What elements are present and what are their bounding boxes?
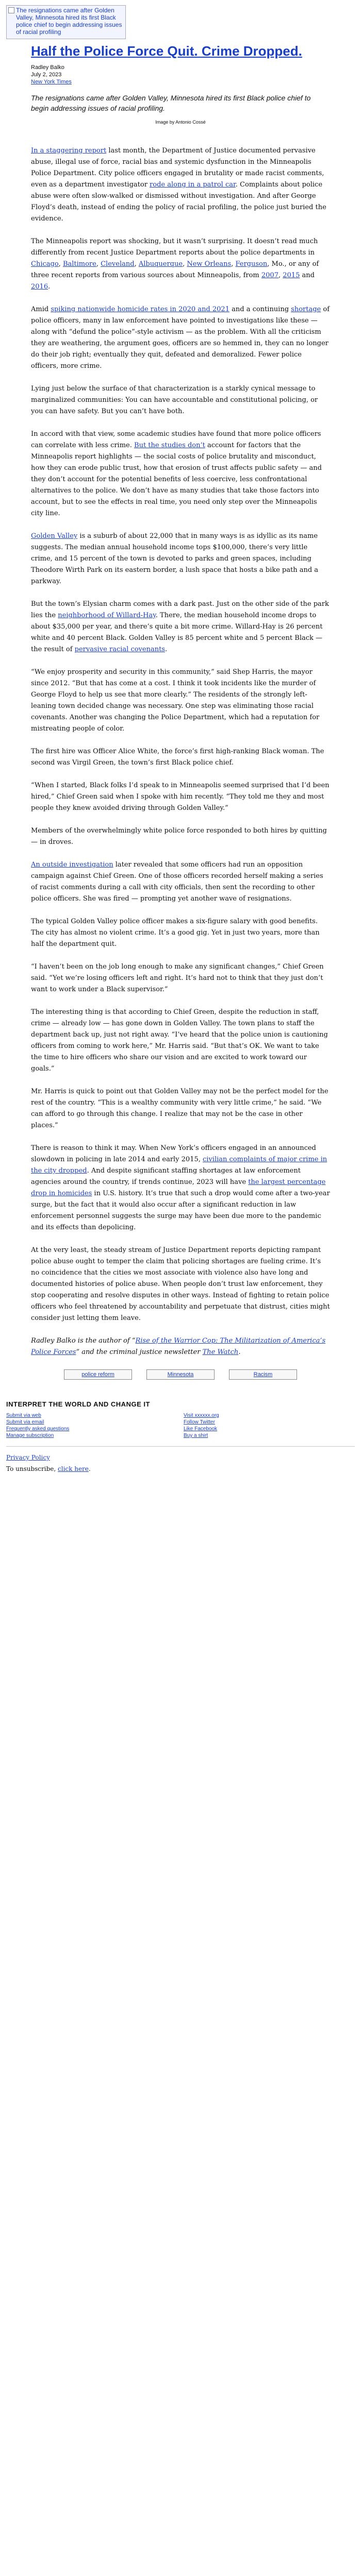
inline-link[interactable]: the largest percentage drop in homicides <box>31 1178 326 1197</box>
inline-link[interactable]: Baltimore <box>62 260 96 268</box>
inline-link[interactable]: 2016 <box>31 283 48 291</box>
inline-link[interactable]: But the studies don’t <box>134 442 205 449</box>
inline-text: “We enjoy prosperity and security in this community,” said Shep Harris, the mayor since 2012. “But that has come at a cost. I think it took incidents like the murder of George Floyd to help us see that more clearly.” The residents of the strongly left-leaning town decided change was necessary. One step was eliminating those racial covenants. Another was changing the Police Department, which had a reputation for mistreating people of color. <box>31 668 320 733</box>
unsubscribe-line <box>6 1463 361 1475</box>
inline-text: Amid <box>31 306 51 313</box>
inline-text: in U.S. history. It’s true that such a drop would come after a two-year surge, but the fact that it would also occur after a significant reduction in law enforcement personnel suggests the surge may have been due more to the pandemic and its effects than depolicing. <box>31 1190 330 1231</box>
inline-text: , <box>58 260 63 268</box>
inline-text: ” and the criminal justice newsletter <box>76 1348 203 1356</box>
inline-text: , <box>134 260 139 268</box>
article-paragraph <box>31 825 330 848</box>
inline-text: Mr. Harris is quick to point out that Golden Valley may not be the perfect model for the rest of the country. “This is a wealthy community with very little crime,” he said. “We can afford to go through this change. I realize that may not be the case in other places.” <box>31 1088 329 1129</box>
article <box>31 43 330 1380</box>
header-image-alt: The resignations came after Golden Valley, Minnesota hired its first Black police chief to begin addressing issues of racial profiling <box>16 7 122 36</box>
unsubscribe-text: To unsubscribe, <box>6 1465 58 1472</box>
inline-link[interactable]: rode along in a patrol car <box>150 181 236 189</box>
footer-link[interactable]: Buy a shirt <box>184 1433 208 1438</box>
divider <box>6 1446 355 1447</box>
inline-text: “When I started, Black folks I’d speak to in Minneapolis seemed surprised that I’d been hired,” Chief Green said when I spoke with him recently. “They told me they and most people they knew avoided driving through Golden Valley.” <box>31 782 330 812</box>
tag-button[interactable]: Minnesota <box>146 1369 215 1380</box>
inline-text: Lying just below the surface of that characterization is a starkly cynical message to marginalized communities: You can have accountable and constitutional policing, or you can have safety. But you can’t have both. <box>31 385 318 415</box>
byline-date: July 2, 2023 <box>31 72 62 78</box>
page-footer <box>6 1452 361 1475</box>
inline-text: , <box>231 260 236 268</box>
inline-text: There is reason to think it may. When New York’s officers engaged in an announced slowdown in policing in late 2014 and early 2015, <box>31 1144 316 1163</box>
inline-text: At the very least, the steady stream of Justice Department reports depicting rampant police abuse ought to temper the claim that policing shortages are fueling crime. It’s no coincidence that the cities we most associate with violence also have long and documented histories of police abuse. When people don’t trust law enforcement, they stop cooperating and resolve disputes in other ways. Instead of fighting to retain police officers who feel threatened by accountability and perpetuate that distrust, cities might consider just letting them leave. <box>31 1246 330 1322</box>
footer-link[interactable]: Submit via web <box>6 1413 41 1418</box>
article-subheadline: The resignations came after Golden Valley, Minnesota hired its first Black police chief to begin addressing issues of racial profiling. <box>31 94 311 112</box>
inline-link[interactable]: spiking nationwide homicide rates in 2020 and 2021 <box>51 306 229 313</box>
article-paragraph <box>31 667 330 735</box>
article-paragraph <box>31 145 330 225</box>
byline-source-link[interactable]: New York Times <box>31 79 72 85</box>
inline-link[interactable]: Ferguson <box>235 260 268 268</box>
privacy-policy-link[interactable]: Privacy Policy <box>6 1454 50 1461</box>
inline-text: and <box>300 272 315 279</box>
footer-link[interactable]: Follow Twitter <box>184 1419 215 1425</box>
article-paragraph <box>31 859 330 905</box>
article-paragraph <box>31 383 330 417</box>
inline-text: later revealed that some officers had run an opposition campaign against Chief Green. One of those officers recorded herself making a series of racist comments during a call with city officials, then sent the recording to other police officers. She was fired — prompting yet another wave of resignations. <box>31 861 323 903</box>
author-bio <box>31 1335 330 1358</box>
inline-text: Radley Balko is the author of “ <box>31 1337 136 1345</box>
article-paragraph <box>31 961 330 995</box>
inline-text: But the town’s Elysian charm comes with a dark past. Just on the other side of the park lies the <box>31 600 329 619</box>
interpret-heading: INTERPRET THE WORLD AND CHANGE IT <box>6 1400 150 1408</box>
footer-link[interactable]: Like Facebook <box>184 1426 218 1432</box>
image-credit: Image by Antonio Cossé <box>155 120 206 125</box>
inline-link[interactable]: Cleveland <box>101 260 135 268</box>
inline-link[interactable]: An outside investigation <box>31 861 113 869</box>
footer-links <box>6 1412 361 1439</box>
footer-link[interactable]: Manage subscription <box>6 1433 54 1438</box>
article-paragraph <box>31 429 330 519</box>
inline-text: The interesting thing is that according to Chief Green, despite the reduction in staff, crime — already low — has gone down in Golden Valley. The town plans to staff the department back up, just not right away. “I’ve heard that the police union is cautioning officers from coming to work here,” Mr. Harris said. “But that’s OK. We want to take the time to hire officers who share our vision and are excited to work toward our goals.” <box>31 1008 328 1073</box>
footer-links-right <box>184 1412 361 1439</box>
inline-link[interactable]: shortage <box>291 306 321 313</box>
inline-link[interactable]: In a staggering report <box>31 147 107 155</box>
inline-link[interactable]: 2007 <box>261 272 278 279</box>
inline-text: The Minneapolis report was shocking, but it wasn’t surprising. It doesn’t read much differently from recent Justice Department reports about the police departments in <box>31 238 318 257</box>
inline-text: . <box>238 1348 241 1356</box>
article-paragraph <box>31 236 330 293</box>
inline-text: last month, the Department of Justice documented pervasive abuse, illegal use of force, racial bias and systemic dysfunction in the Minneapolis Police Department. City police officers engaged in brutality or made racist comments, even as a department investigator <box>31 147 324 189</box>
footer-link[interactable]: Frequently asked questions <box>6 1426 70 1432</box>
broken-image-icon <box>8 7 14 13</box>
unsubscribe-link[interactable]: click here <box>58 1465 89 1472</box>
inline-link[interactable]: Albuquerque <box>138 260 183 268</box>
article-paragraph <box>31 780 330 814</box>
byline-author: Radley Balko <box>31 64 64 71</box>
inline-text: . Complaints about police abuse were often slow-walked or dismissed without investigation. And after George Floyd’s death, instead of ending the policy of racial profiling, the police just buried the evidence. <box>31 181 326 223</box>
footer-links-left <box>6 1412 184 1439</box>
article-paragraph <box>31 1086 330 1131</box>
inline-text: is a suburb of about 22,000 that in many ways is as idyllic as its name suggests. The median annual household income tops $100,000, there’s very little crime, and 15 percent of the town is devoted to parks and green spaces, including Theodore Wirth Park on its eastern border, a lush space that hosts a bike path and a parkway. <box>31 532 319 585</box>
inline-text: account for factors that the Minneapolis report highlights — the social costs of police brutality and misconduct, how they can erode public trust, how that erosion of trust affects public safety — and they don’t account for the potential benefits of less coercive, less confrontational alternatives to the police. We don’t have as many studies that take those factors into account, but to see the effects in real time, you need only step over the Minneapolis city line. <box>31 442 322 517</box>
inline-text: of police officers, many in law enforcement have pointed to investigations like these — along with “defund the police”-style activism — as the problem. With all the criticism they are weathering, the argument goes, officers are so hemmed in, they can no longer do their job right; eventually they quit, defeated and demoralized. Fewer police officers, more crime. <box>31 306 330 370</box>
article-headline[interactable]: Half the Police Force Quit. Crime Dropped. <box>31 43 302 59</box>
tag-button[interactable]: police reform <box>64 1369 132 1380</box>
article-paragraph <box>31 531 330 587</box>
inline-link[interactable]: 2015 <box>283 272 300 279</box>
inline-text: . And despite significant staffing shortages at law enforcement agencies around the country, if trends continue, 2023 will have <box>31 1167 301 1186</box>
article-paragraph <box>31 304 330 372</box>
inline-text: “I haven’t been on the job long enough to make any significant changes,” Chief Green said. “Yet we’re losing officers left and right. It’s hard not to think that they just don’t want to work under a Black supervisor.” <box>31 963 324 993</box>
article-paragraph <box>31 1143 330 1233</box>
article-paragraph <box>31 916 330 950</box>
article-paragraph <box>31 599 330 655</box>
unsubscribe-end: . <box>88 1465 91 1472</box>
inline-text: , <box>278 272 283 279</box>
article-paragraph <box>31 746 330 769</box>
footer-link[interactable]: Submit via email <box>6 1419 44 1425</box>
inline-text: In accord with that view, some academic studies have found that more police officers can correlate with less crime. <box>31 430 321 449</box>
inline-text: , <box>96 260 101 268</box>
inline-link[interactable]: The Watch <box>202 1348 239 1356</box>
article-paragraph <box>31 1245 330 1324</box>
inline-text: The first hire was Officer Alice White, the force’s first high-ranking Black woman. The second was Virgil Green, the town’s first Black police chief. <box>31 748 324 767</box>
footer-link[interactable]: Visit xxxxxx.org <box>184 1413 219 1418</box>
inline-text: Members of the overwhelmingly white police force responded to both hires by quitting — in droves. <box>31 827 327 846</box>
inline-link[interactable]: pervasive racial covenants <box>74 646 165 653</box>
inline-text: , <box>183 260 187 268</box>
inline-text: , Mo., or any of three recent reports from various sources about Minneapolis, from <box>31 260 319 279</box>
inline-link[interactable]: civilian complaints of major crime in the city dropped <box>31 1156 327 1175</box>
inline-text: . <box>48 283 51 291</box>
header-image <box>6 5 126 39</box>
inline-link[interactable]: neighborhood of Willard-Hay <box>58 612 156 619</box>
inline-text: . <box>165 646 168 653</box>
inline-link[interactable]: Rise of the Warrior Cop: The Militarization of America’s Police Forces <box>31 1337 326 1356</box>
inline-link[interactable]: Golden Valley <box>31 532 78 540</box>
article-meta <box>31 64 330 86</box>
inline-link[interactable]: Chicago <box>31 260 59 268</box>
inline-text: . There, the median household income drops to about $35,000 per year, and there’s quite a bit more crime. Willard-Hay is 26 percent white and 40 percent Black. Golden Valley is 85 percent white and 5 percent Black — the result of <box>31 612 323 653</box>
inline-link[interactable]: New Orleans <box>187 260 232 268</box>
tag-list <box>31 1369 330 1380</box>
tag-button[interactable]: Racism <box>229 1369 297 1380</box>
article-paragraph <box>31 1007 330 1075</box>
article-body <box>31 145 330 1358</box>
inline-text: and a continuing <box>229 306 291 313</box>
inline-text: The typical Golden Valley police officer makes a six-figure salary with good benefits. The city has almost no violent crime. It’s a good gig. Yet in just two years, more than half the department quit. <box>31 918 320 948</box>
